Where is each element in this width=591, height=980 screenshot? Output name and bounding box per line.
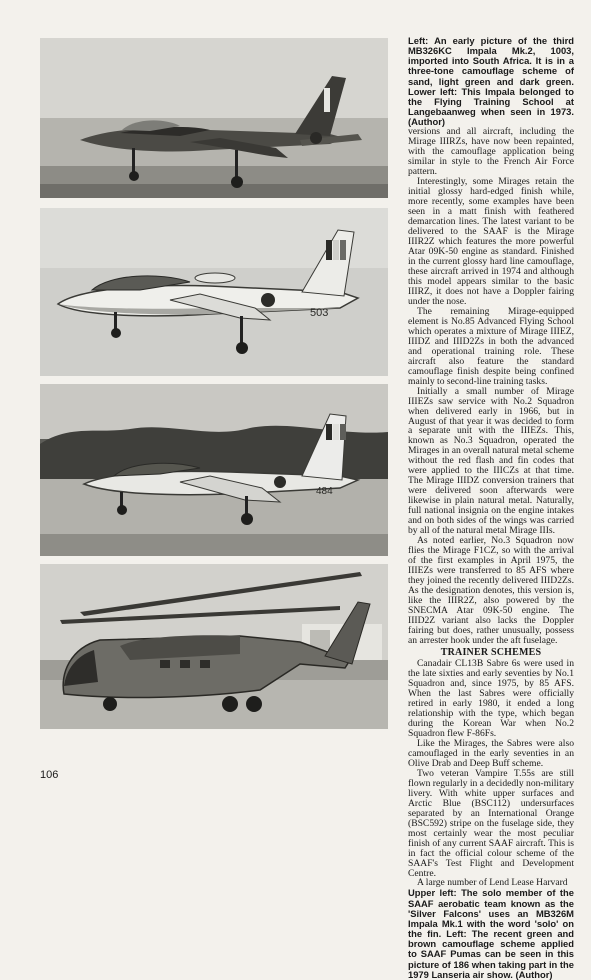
paragraph-8: Two veteran Vampire T.55s are still flown regularly in a decidedly non-military livery. With white upper surfaces and Arctic Blue (BSC112) undersurfaces separated by an International Orange (BSC592) stripe on the fuselage side, they most certainly wear the most peculiar finish of any current SAAF aircraft. This is in fact the official colour scheme of the SAAF's Test Flight and Development Centre. <box>408 767 574 879</box>
photo-impala-503 <box>40 208 388 376</box>
paragraph-2: Interestingly, some Mirages retain the initial glossy hard-edged finish while, more recently, some examples have been seen in a matt finish with feathered demarcation lines. The latest variant to be delivered to the SAAF is the Mirage IIIR2Z which features the more powerful Atar 09K-50 engine as standard. Finished in the current glossy hard line camouflage, these aircraft arrived in 1974 and although this model appears similar to the basic IIIRZ, it does not have a Doppler fairing under the nose. <box>408 176 574 307</box>
text-column <box>408 36 574 980</box>
photo-impala-484-image <box>40 384 388 556</box>
serial-503: 503 <box>310 307 329 319</box>
photo-impala-484 <box>40 384 388 556</box>
paragraph-5: As noted earlier, No.3 Squadron now flies the Mirage F1CZ, so with the arrival of the first examples in April 1975, the IIIEZs were transferred to 85 AFS where they joined the recently delivered IIID2Zs. As the designation denotes, this version is, like the IIIR2Z, also powered by the SNECMA Atar 09K-50 engine. The IIID2Z variant also lacks the Doppler fairing but does, rather unusually, possess an arrester hook under the aft fuselage. <box>408 535 574 646</box>
photo-impala-camouflage-image <box>40 38 388 198</box>
section-heading-trainer-schemes: TRAINER SCHEMES <box>440 646 542 658</box>
paragraph-9: A large number of Lend Lease Harvard <box>417 877 568 889</box>
photo-impala-camouflage <box>40 38 388 198</box>
page-number: 106 <box>40 769 59 781</box>
caption-bottom: Upper left: The solo member of the SAAF aerobatic team known as the 'Silver Falcons' uses an MB326M Impala Mk.1 with the word 'solo' on the fin. Left: The recent green and brown camouflage scheme applied to SAAF Pumas can be seen in this picture of 186 when taking part in the 1979 Lanseria air show. (Author) <box>408 887 574 980</box>
paragraph-1: versions and all aircraft, including the Mirage IIIRZs, have now been repainted, with the camouflage application being similar in style to the French Air Force pattern. <box>408 126 574 178</box>
serial-484: 484 <box>316 486 333 497</box>
paragraph-4: Initially a small number of Mirage IIIEZs saw service with No.2 Squadron when delivered early in 1966, but in August of that year it was decided to form a separate unit with the IIIEZs. This, known as No.3 Squadron, operated the Mirages in an overall natural metal scheme without the red flash and fin codes that were applied to the IIICZs at that time. The Mirage IIIDZ conversion trainers that were delivered soon afterwards were likewise in plain natural metal. Naturally, full national insignia on the engine intakes and on both sides of the wings was carried by all of the natural metal Mirage IIIs. <box>408 385 574 537</box>
paragraph-3: The remaining Mirage-equipped element is No.85 Advanced Flying School which operates a mixture of Mirage IIIEZ, IIIDZ and IIID2Zs in both the advanced and operational training role. These aircraft also feature the standard camouflage finish despite being confined mainly to second-line training tasks. <box>408 305 574 387</box>
paragraph-6: Canadair CL13B Sabre 6s were used in the late sixties and early seventies by No.1 Squadron and, since 1975, by 85 AFS. When the last Sabres were officially retired in early 1980, it ended a long relationship with the type, which began during the Korean War when No.2 Squadron flew F-86Fs. <box>408 658 574 739</box>
caption-top: Left: An early picture of the third MB326KC Impala Mk.2, 1003, imported into South Africa. It is in a three-tone camouflage scheme of sand, light green and dark green. Lower left: This Impala belonged to the Flying Training School at Langebaanweg when seen in 1973. (Author) <box>408 35 574 128</box>
photo-impala-503-image <box>40 208 388 376</box>
paragraph-7: Like the Mirages, the Sabres were also camouflaged in the early seventies in an Olive Drab and Deep Buff scheme. <box>408 737 574 769</box>
photo-puma-186-image <box>40 564 388 729</box>
photo-puma-186 <box>40 564 388 729</box>
